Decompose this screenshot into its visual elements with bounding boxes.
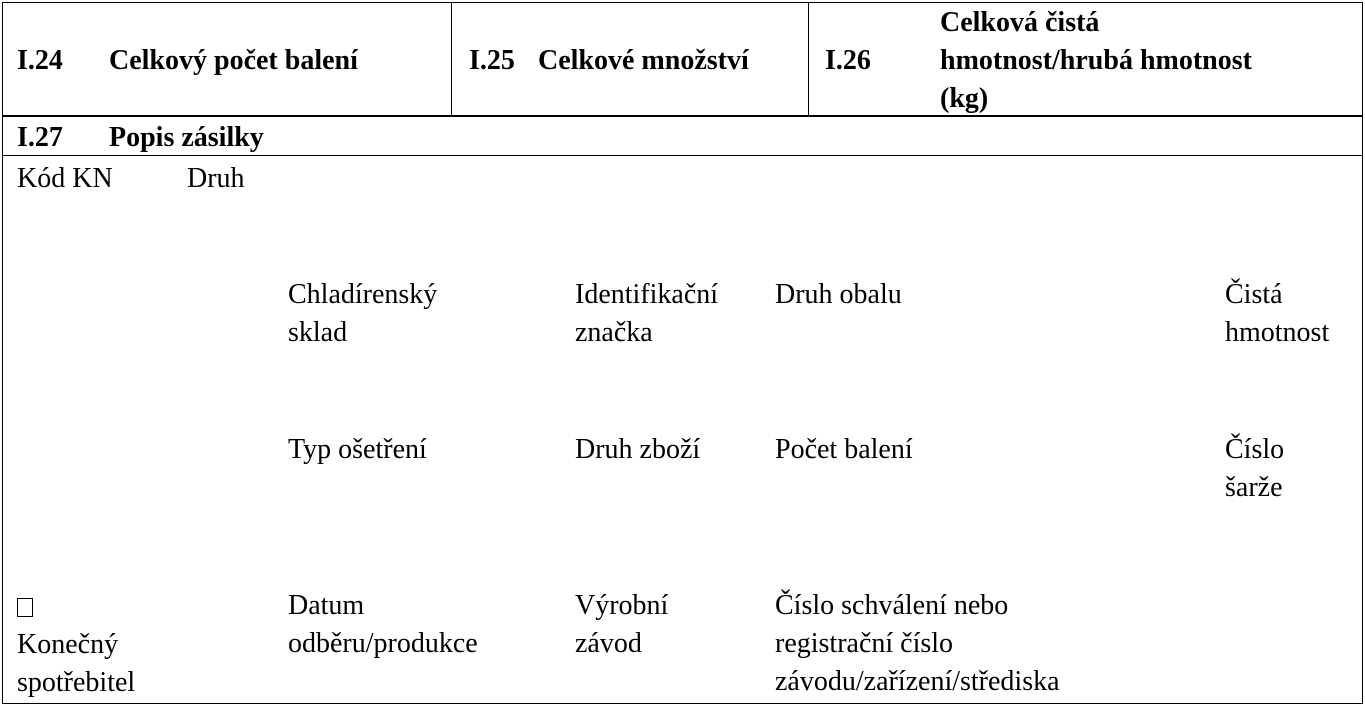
box-26-code: I.26: [825, 45, 871, 76]
field-identifikacni-znacka-line2: značka: [575, 317, 653, 348]
header-divider-2: [808, 2, 809, 116]
field-cislo-schvaleni-line1: Číslo schválení nebo: [775, 590, 1009, 621]
form-frame: [2, 2, 1363, 704]
box-25-code: I.25: [469, 45, 515, 76]
field-cislo-schvaleni-line2: registrační číslo: [775, 628, 954, 659]
field-druh-obalu: Druh obalu: [775, 279, 902, 310]
field-cista-hmotnost-line2: hmotnost: [1225, 317, 1330, 348]
field-datum-odberu-line1: Datum: [288, 590, 365, 621]
field-druh: Druh: [187, 163, 245, 194]
section-27-code: I.27: [17, 122, 63, 153]
field-cista-hmotnost-line1: Čistá: [1225, 279, 1283, 310]
field-vyrobni-zavod-line2: závod: [575, 628, 642, 659]
field-cislo-sarze-line1: Číslo: [1225, 434, 1285, 465]
field-datum-odberu-line2: odběru/produkce: [288, 628, 478, 659]
konecny-spotrebitel-checkbox[interactable]: [17, 598, 33, 617]
field-kod-kn: Kód KN: [17, 163, 113, 194]
field-typ-osetreni: Typ ošetření: [288, 434, 427, 465]
box-26-label-line1: Celková čistá: [940, 7, 1100, 38]
box-24-code: I.24: [17, 45, 63, 76]
field-konecny-spotrebitel-line2: spotřebitel: [17, 667, 136, 698]
field-identifikacni-znacka-line1: Identifikační: [575, 279, 719, 310]
field-vyrobni-zavod-line1: Výrobní: [575, 590, 669, 621]
header-divider-1: [451, 2, 452, 116]
field-konecny-spotrebitel-line1: Konečný: [17, 629, 119, 660]
field-cislo-sarze-line2: šarže: [1225, 472, 1283, 503]
section-27-title: Popis zásilky: [109, 122, 264, 153]
box-26-label-line3: (kg): [940, 83, 989, 114]
box-24-label: Celkový počet balení: [109, 45, 358, 76]
field-druh-zbozi: Druh zboží: [575, 434, 701, 465]
box-26-label-line2: hmotnost/hrubá hmotnost: [940, 45, 1252, 76]
field-chladirensky-sklad-line1: Chladírenský: [288, 279, 438, 310]
header-bottom-border: [2, 115, 1363, 117]
box-25-label: Celkové množství: [538, 45, 749, 76]
field-chladirensky-sklad-line2: sklad: [288, 317, 348, 348]
field-pocet-baleni: Počet balení: [775, 434, 913, 465]
field-cislo-schvaleni-line3: závodu/zařízení/střediska: [775, 666, 1060, 697]
